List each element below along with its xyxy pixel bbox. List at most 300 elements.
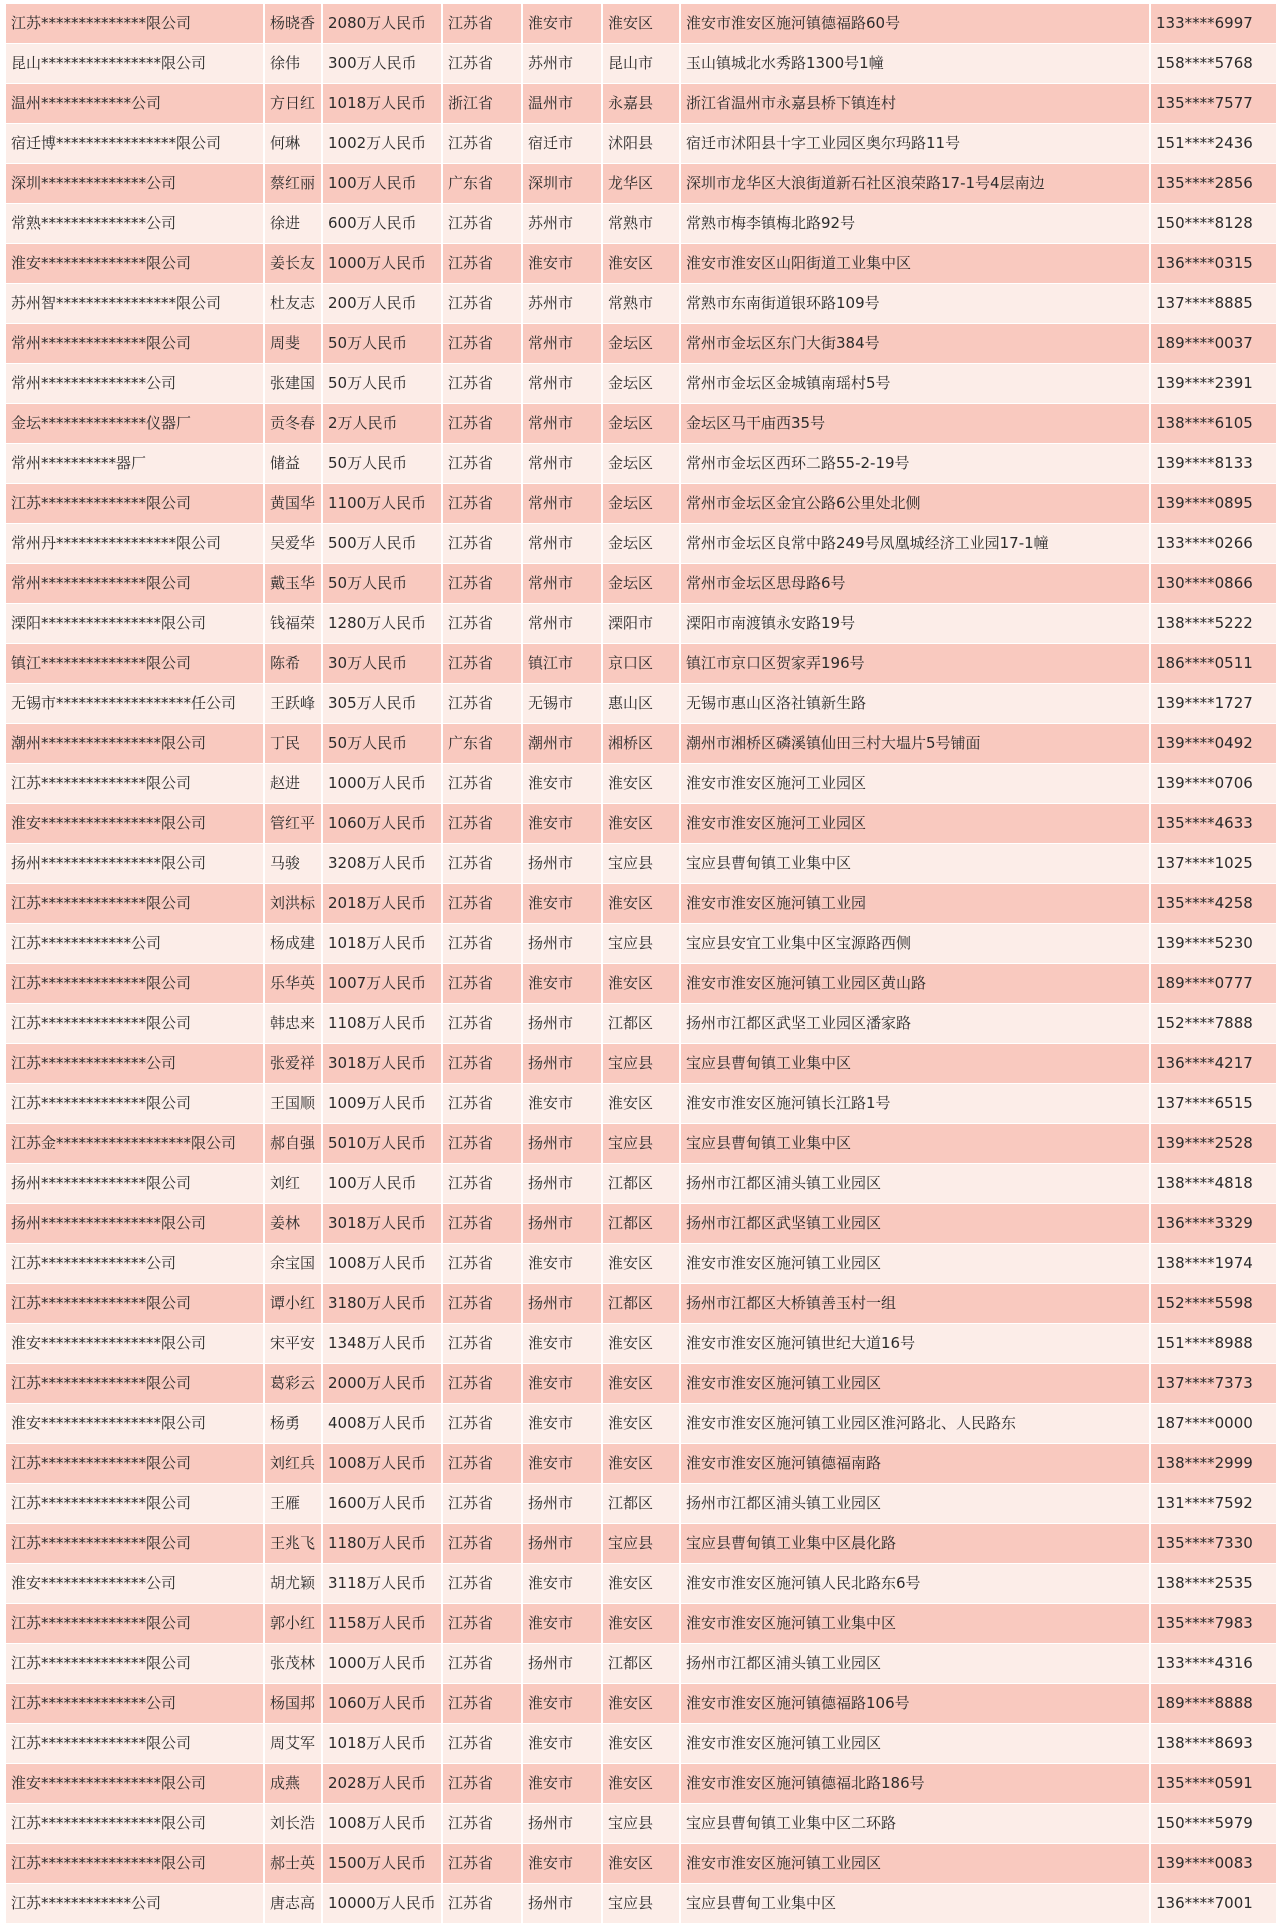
address-cell: 常州市金坛区东门大街384号 — [680, 324, 1150, 364]
city-cell: 扬州市 — [522, 1524, 602, 1564]
company-name-cell: 淮安****************限公司 — [6, 1324, 264, 1364]
table-row — [6, 1564, 1276, 1604]
address-cell: 淮安市淮安区施河镇长江路1号 — [680, 1084, 1150, 1124]
address-cell: 淮安市淮安区施河镇工业园区 — [680, 1844, 1150, 1884]
company-name-cell: 江苏**************限公司 — [6, 1644, 264, 1684]
province-cell: 江苏省 — [442, 244, 522, 284]
city-cell: 淮安市 — [522, 964, 602, 1004]
district-cell: 龙华区 — [602, 164, 680, 204]
legal-person-cell: 赵进 — [264, 764, 322, 804]
district-cell: 永嘉县 — [602, 84, 680, 124]
city-cell: 常州市 — [522, 404, 602, 444]
phone-cell: 139****0492 — [1150, 724, 1276, 764]
city-cell: 扬州市 — [522, 1044, 602, 1084]
registered-capital-cell: 2018万人民币 — [322, 884, 442, 924]
registered-capital-cell: 1500万人民币 — [322, 1844, 442, 1884]
address-cell: 深圳市龙华区大浪街道新石社区浪荣路17-1号4层南边 — [680, 164, 1150, 204]
phone-cell: 130****0866 — [1150, 564, 1276, 604]
district-cell: 淮安区 — [602, 964, 680, 1004]
district-cell: 江都区 — [602, 1164, 680, 1204]
registered-capital-cell: 1008万人民币 — [322, 1244, 442, 1284]
province-cell: 江苏省 — [442, 444, 522, 484]
phone-cell: 151****2436 — [1150, 124, 1276, 164]
registered-capital-cell: 50万人民币 — [322, 564, 442, 604]
city-cell: 淮安市 — [522, 1604, 602, 1644]
registered-capital-cell: 3118万人民币 — [322, 1564, 442, 1604]
company-name-cell: 无锡市******************任公司 — [6, 684, 264, 724]
address-cell: 常熟市东南街道银环路109号 — [680, 284, 1150, 324]
province-cell: 广东省 — [442, 724, 522, 764]
phone-cell: 135****4258 — [1150, 884, 1276, 924]
phone-cell: 187****0000 — [1150, 1404, 1276, 1444]
company-name-cell: 江苏**************公司 — [6, 1684, 264, 1724]
district-cell: 宝应县 — [602, 1124, 680, 1164]
phone-cell: 151****8988 — [1150, 1324, 1276, 1364]
company-name-cell: 江苏**************限公司 — [6, 964, 264, 1004]
address-cell: 金坛区马干庙西35号 — [680, 404, 1150, 444]
province-cell: 江苏省 — [442, 284, 522, 324]
city-cell: 扬州市 — [522, 1884, 602, 1924]
table-row — [6, 1124, 1276, 1164]
legal-person-cell: 乐华英 — [264, 964, 322, 1004]
table-row — [6, 484, 1276, 524]
company-name-cell: 江苏**************限公司 — [6, 1724, 264, 1764]
district-cell: 淮安区 — [602, 1684, 680, 1724]
legal-person-cell: 何琳 — [264, 124, 322, 164]
registered-capital-cell: 200万人民币 — [322, 284, 442, 324]
district-cell: 淮安区 — [602, 804, 680, 844]
address-cell: 扬州市江都区浦头镇工业园区 — [680, 1484, 1150, 1524]
table-body — [6, 4, 1276, 1924]
city-cell: 淮安市 — [522, 1684, 602, 1724]
province-cell: 江苏省 — [442, 1644, 522, 1684]
table-row — [6, 1364, 1276, 1404]
registered-capital-cell: 1000万人民币 — [322, 1644, 442, 1684]
district-cell: 昆山市 — [602, 44, 680, 84]
company-name-cell: 淮安**************公司 — [6, 1564, 264, 1604]
phone-cell: 150****8128 — [1150, 204, 1276, 244]
address-cell: 扬州市江都区大桥镇善玉村一组 — [680, 1284, 1150, 1324]
district-cell: 江都区 — [602, 1484, 680, 1524]
table-row — [6, 1444, 1276, 1484]
company-name-cell: 淮安**************限公司 — [6, 244, 264, 284]
registered-capital-cell: 4008万人民币 — [322, 1404, 442, 1444]
city-cell: 苏州市 — [522, 44, 602, 84]
company-name-cell: 潮州****************限公司 — [6, 724, 264, 764]
company-name-cell: 溧阳****************限公司 — [6, 604, 264, 644]
address-cell: 淮安市淮安区施河镇德福北路186号 — [680, 1764, 1150, 1804]
address-cell: 淮安市淮安区施河镇德福南路 — [680, 1444, 1150, 1484]
registered-capital-cell: 5010万人民币 — [322, 1124, 442, 1164]
registered-capital-cell: 1000万人民币 — [322, 764, 442, 804]
district-cell: 宝应县 — [602, 1044, 680, 1084]
registered-capital-cell: 3018万人民币 — [322, 1204, 442, 1244]
registered-capital-cell: 1007万人民币 — [322, 964, 442, 1004]
company-name-cell: 江苏**************公司 — [6, 1244, 264, 1284]
city-cell: 扬州市 — [522, 1644, 602, 1684]
legal-person-cell: 杨勇 — [264, 1404, 322, 1444]
legal-person-cell: 葛彩云 — [264, 1364, 322, 1404]
registered-capital-cell: 1008万人民币 — [322, 1804, 442, 1844]
registered-capital-cell: 1060万人民币 — [322, 804, 442, 844]
province-cell: 江苏省 — [442, 684, 522, 724]
address-cell: 扬州市江都区武坚镇工业园区 — [680, 1204, 1150, 1244]
legal-person-cell: 杨成建 — [264, 924, 322, 964]
province-cell: 江苏省 — [442, 1404, 522, 1444]
address-cell: 淮安市淮安区施河镇人民北路东6号 — [680, 1564, 1150, 1604]
company-name-cell: 苏州智****************限公司 — [6, 284, 264, 324]
table-row — [6, 524, 1276, 564]
phone-cell: 138****6105 — [1150, 404, 1276, 444]
company-name-cell: 常州**********器厂 — [6, 444, 264, 484]
company-name-cell: 江苏**************公司 — [6, 1044, 264, 1084]
legal-person-cell: 胡尤颖 — [264, 1564, 322, 1604]
legal-person-cell: 蔡红丽 — [264, 164, 322, 204]
company-name-cell: 江苏**************限公司 — [6, 1084, 264, 1124]
table-row — [6, 324, 1276, 364]
city-cell: 潮州市 — [522, 724, 602, 764]
legal-person-cell: 周斐 — [264, 324, 322, 364]
table-row — [6, 1404, 1276, 1444]
table-row — [6, 1884, 1276, 1924]
address-cell: 扬州市江都区武坚工业园区潘家路 — [680, 1004, 1150, 1044]
company-name-cell: 扬州****************限公司 — [6, 1204, 264, 1244]
registered-capital-cell: 2028万人民币 — [322, 1764, 442, 1804]
registered-capital-cell: 1002万人民币 — [322, 124, 442, 164]
table-row — [6, 884, 1276, 924]
province-cell: 浙江省 — [442, 84, 522, 124]
city-cell: 扬州市 — [522, 1284, 602, 1324]
company-name-cell: 江苏金******************限公司 — [6, 1124, 264, 1164]
address-cell: 宝应县曹甸镇工业集中区 — [680, 1044, 1150, 1084]
phone-cell: 139****2528 — [1150, 1124, 1276, 1164]
registered-capital-cell: 1348万人民币 — [322, 1324, 442, 1364]
phone-cell: 158****5768 — [1150, 44, 1276, 84]
table-row — [6, 284, 1276, 324]
city-cell: 淮安市 — [522, 1724, 602, 1764]
company-table — [6, 4, 1276, 1924]
table-row — [6, 1204, 1276, 1244]
city-cell: 淮安市 — [522, 4, 602, 44]
province-cell: 江苏省 — [442, 404, 522, 444]
legal-person-cell: 韩忠来 — [264, 1004, 322, 1044]
address-cell: 浙江省温州市永嘉县桥下镇连村 — [680, 84, 1150, 124]
legal-person-cell: 徐伟 — [264, 44, 322, 84]
district-cell: 淮安区 — [602, 764, 680, 804]
registered-capital-cell: 1018万人民币 — [322, 84, 442, 124]
company-name-cell: 镇江**************限公司 — [6, 644, 264, 684]
address-cell: 淮安市淮安区施河镇德福路60号 — [680, 4, 1150, 44]
city-cell: 温州市 — [522, 84, 602, 124]
legal-person-cell: 谭小红 — [264, 1284, 322, 1324]
city-cell: 淮安市 — [522, 1084, 602, 1124]
address-cell: 扬州市江都区浦头镇工业园区 — [680, 1164, 1150, 1204]
table-row — [6, 724, 1276, 764]
registered-capital-cell: 50万人民币 — [322, 444, 442, 484]
phone-cell: 136****3329 — [1150, 1204, 1276, 1244]
province-cell: 江苏省 — [442, 1604, 522, 1644]
company-name-cell: 江苏**************限公司 — [6, 1604, 264, 1644]
company-name-cell: 江苏************公司 — [6, 1884, 264, 1924]
province-cell: 江苏省 — [442, 1284, 522, 1324]
company-name-cell: 深圳**************公司 — [6, 164, 264, 204]
district-cell: 淮安区 — [602, 1564, 680, 1604]
company-name-cell: 江苏**************限公司 — [6, 1364, 264, 1404]
address-cell: 常州市金坛区金城镇南瑶村5号 — [680, 364, 1150, 404]
address-cell: 淮安市淮安区施河镇工业园区 — [680, 1364, 1150, 1404]
registered-capital-cell: 1018万人民币 — [322, 1724, 442, 1764]
registered-capital-cell: 3018万人民币 — [322, 1044, 442, 1084]
province-cell: 江苏省 — [442, 364, 522, 404]
province-cell: 江苏省 — [442, 1204, 522, 1244]
phone-cell: 152****5598 — [1150, 1284, 1276, 1324]
district-cell: 淮安区 — [602, 1444, 680, 1484]
registered-capital-cell: 10000万人民币 — [322, 1884, 442, 1924]
city-cell: 苏州市 — [522, 204, 602, 244]
legal-person-cell: 王跃峰 — [264, 684, 322, 724]
city-cell: 无锡市 — [522, 684, 602, 724]
city-cell: 淮安市 — [522, 1444, 602, 1484]
legal-person-cell: 丁民 — [264, 724, 322, 764]
table-row — [6, 604, 1276, 644]
province-cell: 广东省 — [442, 164, 522, 204]
address-cell: 溧阳市南渡镇永安路19号 — [680, 604, 1150, 644]
province-cell: 江苏省 — [442, 1484, 522, 1524]
registered-capital-cell: 500万人民币 — [322, 524, 442, 564]
phone-cell: 135****7330 — [1150, 1524, 1276, 1564]
city-cell: 镇江市 — [522, 644, 602, 684]
province-cell: 江苏省 — [442, 324, 522, 364]
phone-cell: 138****8693 — [1150, 1724, 1276, 1764]
table-row — [6, 1804, 1276, 1844]
address-cell: 淮安市淮安区施河镇工业园 — [680, 884, 1150, 924]
phone-cell: 186****0511 — [1150, 644, 1276, 684]
legal-person-cell: 杨晓香 — [264, 4, 322, 44]
district-cell: 金坛区 — [602, 444, 680, 484]
district-cell: 淮安区 — [602, 4, 680, 44]
legal-person-cell: 张建国 — [264, 364, 322, 404]
registered-capital-cell: 50万人民币 — [322, 324, 442, 364]
province-cell: 江苏省 — [442, 1844, 522, 1884]
province-cell: 江苏省 — [442, 484, 522, 524]
table-row — [6, 1724, 1276, 1764]
district-cell: 宝应县 — [602, 924, 680, 964]
phone-cell: 136****0315 — [1150, 244, 1276, 284]
company-name-cell: 常州**************公司 — [6, 364, 264, 404]
district-cell: 金坛区 — [602, 564, 680, 604]
company-name-cell: 江苏****************限公司 — [6, 1844, 264, 1884]
province-cell: 江苏省 — [442, 1084, 522, 1124]
phone-cell: 135****7577 — [1150, 84, 1276, 124]
table-row — [6, 964, 1276, 1004]
phone-cell: 131****7592 — [1150, 1484, 1276, 1524]
province-cell: 江苏省 — [442, 1164, 522, 1204]
address-cell: 常州市金坛区思母路6号 — [680, 564, 1150, 604]
district-cell: 淮安区 — [602, 1764, 680, 1804]
city-cell: 常州市 — [522, 324, 602, 364]
province-cell: 江苏省 — [442, 44, 522, 84]
legal-person-cell: 马骏 — [264, 844, 322, 884]
legal-person-cell: 成燕 — [264, 1764, 322, 1804]
phone-cell: 189****0777 — [1150, 964, 1276, 1004]
address-cell: 淮安市淮安区施河工业园区 — [680, 764, 1150, 804]
phone-cell: 139****0083 — [1150, 1844, 1276, 1884]
city-cell: 淮安市 — [522, 1844, 602, 1884]
registered-capital-cell: 50万人民币 — [322, 724, 442, 764]
table-row — [6, 1684, 1276, 1724]
table-row — [6, 1284, 1276, 1324]
district-cell: 淮安区 — [602, 1244, 680, 1284]
address-cell: 淮安市淮安区山阳街道工业集中区 — [680, 244, 1150, 284]
district-cell: 淮安区 — [602, 1084, 680, 1124]
table-row — [6, 444, 1276, 484]
province-cell: 江苏省 — [442, 1684, 522, 1724]
province-cell: 江苏省 — [442, 1244, 522, 1284]
province-cell: 江苏省 — [442, 844, 522, 884]
table-row — [6, 1844, 1276, 1884]
province-cell: 江苏省 — [442, 924, 522, 964]
registered-capital-cell: 305万人民币 — [322, 684, 442, 724]
legal-person-cell: 刘红兵 — [264, 1444, 322, 1484]
phone-cell: 135****0591 — [1150, 1764, 1276, 1804]
phone-cell: 150****5979 — [1150, 1804, 1276, 1844]
legal-person-cell: 钱福荣 — [264, 604, 322, 644]
address-cell: 宝应县曹甸镇工业集中区二环路 — [680, 1804, 1150, 1844]
district-cell: 淮安区 — [602, 1724, 680, 1764]
legal-person-cell: 周艾军 — [264, 1724, 322, 1764]
registered-capital-cell: 100万人民币 — [322, 1164, 442, 1204]
registered-capital-cell: 1000万人民币 — [322, 244, 442, 284]
registered-capital-cell: 300万人民币 — [322, 44, 442, 84]
city-cell: 扬州市 — [522, 1164, 602, 1204]
registered-capital-cell: 3208万人民币 — [322, 844, 442, 884]
table-row — [6, 924, 1276, 964]
registered-capital-cell: 1158万人民币 — [322, 1604, 442, 1644]
company-name-cell: 江苏**************限公司 — [6, 1444, 264, 1484]
province-cell: 江苏省 — [442, 604, 522, 644]
district-cell: 金坛区 — [602, 484, 680, 524]
table-row — [6, 1244, 1276, 1284]
province-cell: 江苏省 — [442, 564, 522, 604]
phone-cell: 139****8133 — [1150, 444, 1276, 484]
legal-person-cell: 方日红 — [264, 84, 322, 124]
phone-cell: 137****7373 — [1150, 1364, 1276, 1404]
phone-cell: 139****0706 — [1150, 764, 1276, 804]
province-cell: 江苏省 — [442, 1524, 522, 1564]
address-cell: 常州市金坛区金宜公路6公里处北侧 — [680, 484, 1150, 524]
province-cell: 江苏省 — [442, 4, 522, 44]
district-cell: 江都区 — [602, 1004, 680, 1044]
legal-person-cell: 吴爱华 — [264, 524, 322, 564]
legal-person-cell: 姜长友 — [264, 244, 322, 284]
province-cell: 江苏省 — [442, 964, 522, 1004]
phone-cell: 139****2391 — [1150, 364, 1276, 404]
city-cell: 常州市 — [522, 444, 602, 484]
district-cell: 京口区 — [602, 644, 680, 684]
phone-cell: 139****5230 — [1150, 924, 1276, 964]
legal-person-cell: 刘洪标 — [264, 884, 322, 924]
registered-capital-cell: 100万人民币 — [322, 164, 442, 204]
table-row — [6, 1604, 1276, 1644]
province-cell: 江苏省 — [442, 1364, 522, 1404]
province-cell: 江苏省 — [442, 1044, 522, 1084]
city-cell: 苏州市 — [522, 284, 602, 324]
district-cell: 江都区 — [602, 1284, 680, 1324]
table-row — [6, 204, 1276, 244]
address-cell: 宝应县曹甸镇工业集中区 — [680, 844, 1150, 884]
district-cell: 金坛区 — [602, 324, 680, 364]
legal-person-cell: 唐志高 — [264, 1884, 322, 1924]
legal-person-cell: 宋平安 — [264, 1324, 322, 1364]
address-cell: 淮安市淮安区施河镇工业园区 — [680, 1724, 1150, 1764]
phone-cell: 135****4633 — [1150, 804, 1276, 844]
company-name-cell: 江苏**************限公司 — [6, 1524, 264, 1564]
legal-person-cell: 郝士英 — [264, 1844, 322, 1884]
table-row — [6, 804, 1276, 844]
phone-cell: 138****2535 — [1150, 1564, 1276, 1604]
phone-cell: 189****0037 — [1150, 324, 1276, 364]
district-cell: 金坛区 — [602, 364, 680, 404]
legal-person-cell: 王国顺 — [264, 1084, 322, 1124]
legal-person-cell: 姜林 — [264, 1204, 322, 1244]
address-cell: 淮安市淮安区施河镇德福路106号 — [680, 1684, 1150, 1724]
province-cell: 江苏省 — [442, 1324, 522, 1364]
address-cell: 淮安市淮安区施河镇工业集中区 — [680, 1604, 1150, 1644]
legal-person-cell: 黄国华 — [264, 484, 322, 524]
city-cell: 常州市 — [522, 484, 602, 524]
table-row — [6, 244, 1276, 284]
city-cell: 常州市 — [522, 524, 602, 564]
company-name-cell: 扬州****************限公司 — [6, 844, 264, 884]
city-cell: 淮安市 — [522, 1364, 602, 1404]
table-row — [6, 764, 1276, 804]
phone-cell: 133****4316 — [1150, 1644, 1276, 1684]
district-cell: 淮安区 — [602, 1324, 680, 1364]
registered-capital-cell: 1008万人民币 — [322, 1444, 442, 1484]
registered-capital-cell: 3180万人民币 — [322, 1284, 442, 1324]
registered-capital-cell: 1060万人民币 — [322, 1684, 442, 1724]
table-row — [6, 1644, 1276, 1684]
table-row — [6, 1764, 1276, 1804]
company-name-cell: 江苏**************限公司 — [6, 884, 264, 924]
district-cell: 淮安区 — [602, 884, 680, 924]
registered-capital-cell: 30万人民币 — [322, 644, 442, 684]
district-cell: 淮安区 — [602, 1404, 680, 1444]
registered-capital-cell: 1108万人民币 — [322, 1004, 442, 1044]
table-row — [6, 404, 1276, 444]
address-cell: 淮安市淮安区施河工业园区 — [680, 804, 1150, 844]
table-row — [6, 1004, 1276, 1044]
table-row — [6, 1044, 1276, 1084]
province-cell: 江苏省 — [442, 1764, 522, 1804]
table-row — [6, 1084, 1276, 1124]
registered-capital-cell: 2000万人民币 — [322, 1364, 442, 1404]
legal-person-cell: 王兆飞 — [264, 1524, 322, 1564]
table-row — [6, 684, 1276, 724]
phone-cell: 136****7001 — [1150, 1884, 1276, 1924]
table-row — [6, 164, 1276, 204]
district-cell: 湘桥区 — [602, 724, 680, 764]
legal-person-cell: 徐进 — [264, 204, 322, 244]
province-cell: 江苏省 — [442, 644, 522, 684]
district-cell: 淮安区 — [602, 244, 680, 284]
phone-cell: 137****1025 — [1150, 844, 1276, 884]
legal-person-cell: 戴玉华 — [264, 564, 322, 604]
province-cell: 江苏省 — [442, 764, 522, 804]
table-row — [6, 844, 1276, 884]
city-cell: 淮安市 — [522, 1764, 602, 1804]
city-cell: 扬州市 — [522, 1004, 602, 1044]
